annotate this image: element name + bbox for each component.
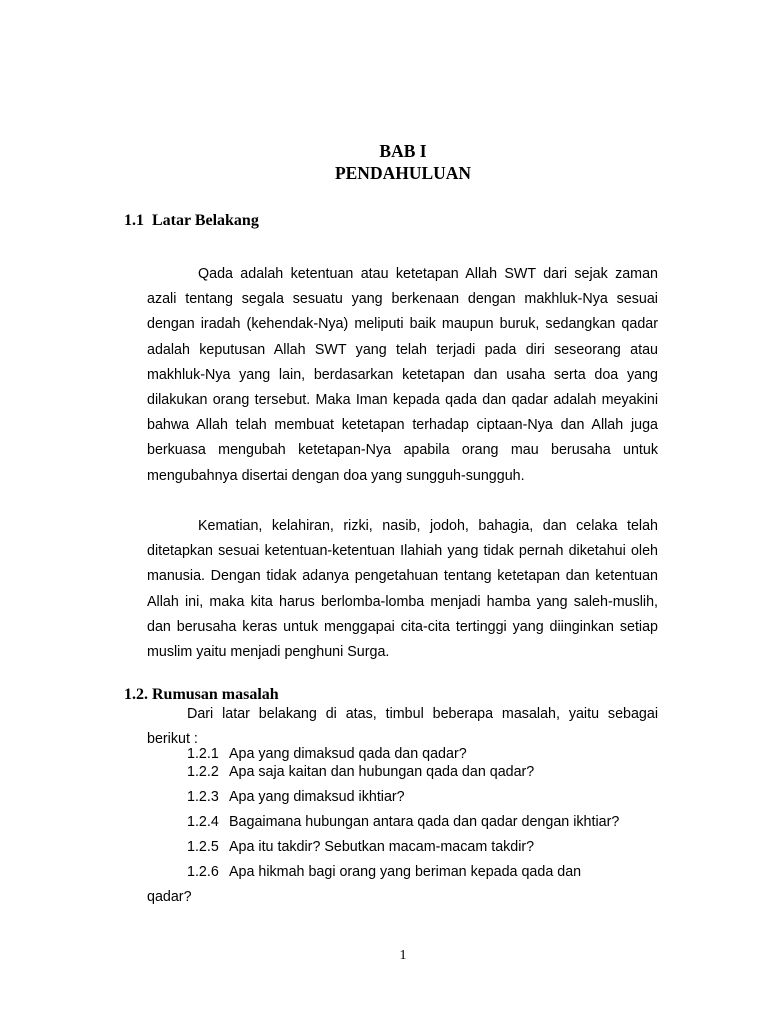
background-paragraph-1: Qada adalah ketentuan atau ketetapan Allah SWT dari sejak zaman azali tentang segala sesuatu yang berkenaan dengan makhluk-Nya sesuai dengan iradah (kehendak-Nya) meliputi baik maupun buruk, sedangkan qadar adalah keputusan Allah SWT yang telah terjadi pada diri seseorang atau makhluk-Nya yang lain, berdasarkan ketetapan dan usaha serta doa yang dilakukan orang tersebut. Maka Iman kepada qada dan qadar adalah meyakini bahwa Allah telah membuat ketetapan terhadap ciptaan-Nya dan Allah juga berkuasa mengubah ketetapan-Nya apabila orang mau berusaha untuk mengubahnya disertai dengan doa yang sungguh-sungguh. — [147, 266, 658, 484]
list-item — [187, 812, 619, 832]
list-item-text: Bagaimana hubungan antara qada dan qadar dengan ikhtiar? — [229, 814, 620, 830]
problem-intro: Dari latar belakang di atas, timbul beberapa masalah, yaitu sebagai berikut : — [147, 706, 658, 747]
list-item-number: 1.2.5 — [187, 839, 219, 855]
list-item-text: Apa itu takdir? Sebutkan macam-macam takdir? — [229, 839, 535, 855]
list-item-text: Apa hikmah bagi orang yang beriman kepada qada dan — [229, 864, 582, 880]
background-paragraph-2: Kematian, kelahiran, rizki, nasib, jodoh, bahagia, dan celaka telah ditetapkan sesuai ketentuan-ketentuan Ilahiah yang tidak pernah diketahui oleh manusia. Dengan tidak adanya pengetahuan tentang ketetapan dan ketentuan Allah ini, maka kita harus berlomba-lomba menjadi hamba yang saleh-muslih, dan berusaha keras untuk menggapai cita-cita tertinggi yang diinginkan setiap muslim yaitu menjadi penghuni Surga. — [147, 518, 658, 661]
list-item — [187, 744, 467, 764]
page-number: 1 — [399, 948, 407, 963]
list-item — [187, 862, 581, 882]
list-item — [187, 837, 534, 857]
list-item-number: 1.2.1 — [187, 746, 219, 762]
chapter-number: BAB I — [379, 141, 427, 161]
list-item-text: Apa yang dimaksud ikhtiar? — [229, 789, 405, 805]
list-item-text: Apa yang dimaksud qada dan qadar? — [229, 746, 467, 762]
list-item-number: 1.2.3 — [187, 789, 219, 805]
list-item-number: 1.2.2 — [187, 764, 219, 780]
list-item — [187, 762, 534, 782]
list-item-text: Apa saja kaitan dan hubungan qada dan qadar? — [229, 764, 535, 780]
list-item-number: 1.2.6 — [187, 864, 219, 880]
list-item-continuation: qadar? — [147, 889, 192, 905]
chapter-title: PENDAHULUAN — [334, 163, 472, 183]
list-item — [187, 787, 405, 807]
list-item-number: 1.2.4 — [187, 814, 219, 830]
section-heading-latar-belakang: 1.1 Latar Belakang — [124, 212, 259, 229]
section-heading-rumusan-masalah: 1.2. Rumusan masalah — [124, 686, 279, 703]
